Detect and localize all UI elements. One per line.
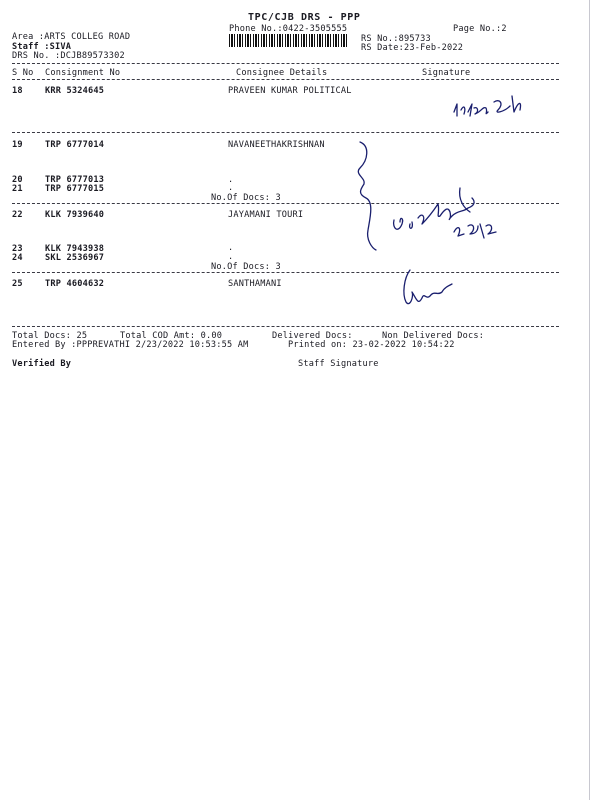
row-consignment: KRR 5324645 — [45, 86, 105, 96]
row-sno: 22 — [12, 210, 23, 220]
printed-on: Printed on: 23-02-2022 10:54:22 — [288, 340, 455, 350]
divider — [12, 79, 559, 80]
row-consignee: . — [228, 252, 234, 262]
row-sno: 25 — [12, 279, 23, 289]
row-consignee: . — [228, 175, 234, 185]
staff-signature: Staff Signature — [298, 359, 379, 369]
total-cod-amount: Total COD Amt: 0.00 — [120, 331, 223, 341]
divider — [12, 132, 559, 133]
row-consignment: TRP 6777015 — [45, 184, 105, 194]
divider — [12, 326, 559, 327]
drs-number: DRS No. :DCJB89573302 — [12, 51, 125, 61]
row-sno: 20 — [12, 175, 23, 185]
row-consignment: KLK 7943938 — [45, 244, 105, 254]
row-consignment: SKL 2536967 — [45, 253, 105, 263]
staff-label: Staff :SIVA — [12, 42, 72, 52]
page-edge — [589, 0, 590, 800]
column-sno: S No — [12, 68, 34, 78]
row-consignee: . — [228, 183, 234, 193]
entered-by: Entered By :PPPREVATHI 2/23/2022 10:53:55 AM — [12, 340, 249, 350]
verified-by: Verified By — [12, 359, 72, 369]
row-sno: 19 — [12, 140, 23, 150]
row-sno: 21 — [12, 184, 23, 194]
row-consignee: SANTHAMANI — [228, 279, 282, 289]
group-doc-count: No.Of Docs: 3 — [211, 193, 281, 203]
row-sno: 23 — [12, 244, 23, 254]
phone-number: Phone No.:0422-3505555 — [229, 24, 348, 34]
row-consignee: PRAVEEN KUMAR POLITICAL — [228, 86, 352, 96]
divider — [12, 63, 559, 64]
row-sno: 24 — [12, 253, 23, 263]
column-consignment: Consignment No — [45, 68, 121, 78]
rs-date: RS Date:23-Feb-2022 — [361, 43, 464, 53]
page-number: Page No.:2 — [453, 24, 507, 34]
group-doc-count: No.Of Docs: 3 — [211, 262, 281, 272]
rs-number: RS No.:895733 — [361, 34, 431, 44]
signature-rows-19-24 — [388, 182, 506, 246]
row-consignment: KLK 7939640 — [45, 210, 105, 220]
divider — [12, 272, 559, 273]
column-consignee: Consignee Details — [236, 68, 328, 78]
area-label: Area :ARTS COLLEG ROAD — [12, 32, 131, 42]
row-consignment: TRP 6777014 — [45, 140, 105, 150]
signature-row-25 — [396, 266, 456, 314]
row-consignment: TRP 6777013 — [45, 175, 105, 185]
signature-row-18 — [448, 82, 548, 130]
total-docs: Total Docs: 25 — [12, 331, 88, 341]
delivered-docs: Delivered Docs: — [272, 331, 353, 341]
column-signature: Signature — [422, 68, 471, 78]
row-consignee: JAYAMANI TOURI — [228, 210, 304, 220]
barcode — [229, 34, 349, 47]
row-consignee: NAVANEETHAKRISHNAN — [228, 140, 325, 150]
report-title: TPC/CJB DRS - PPP — [248, 12, 361, 23]
bracket-mark — [350, 138, 390, 254]
row-consignee: . — [228, 243, 234, 253]
row-sno: 18 — [12, 86, 23, 96]
row-consignment: TRP 4604632 — [45, 279, 105, 289]
non-delivered-docs: Non Delivered Docs: — [382, 331, 485, 341]
